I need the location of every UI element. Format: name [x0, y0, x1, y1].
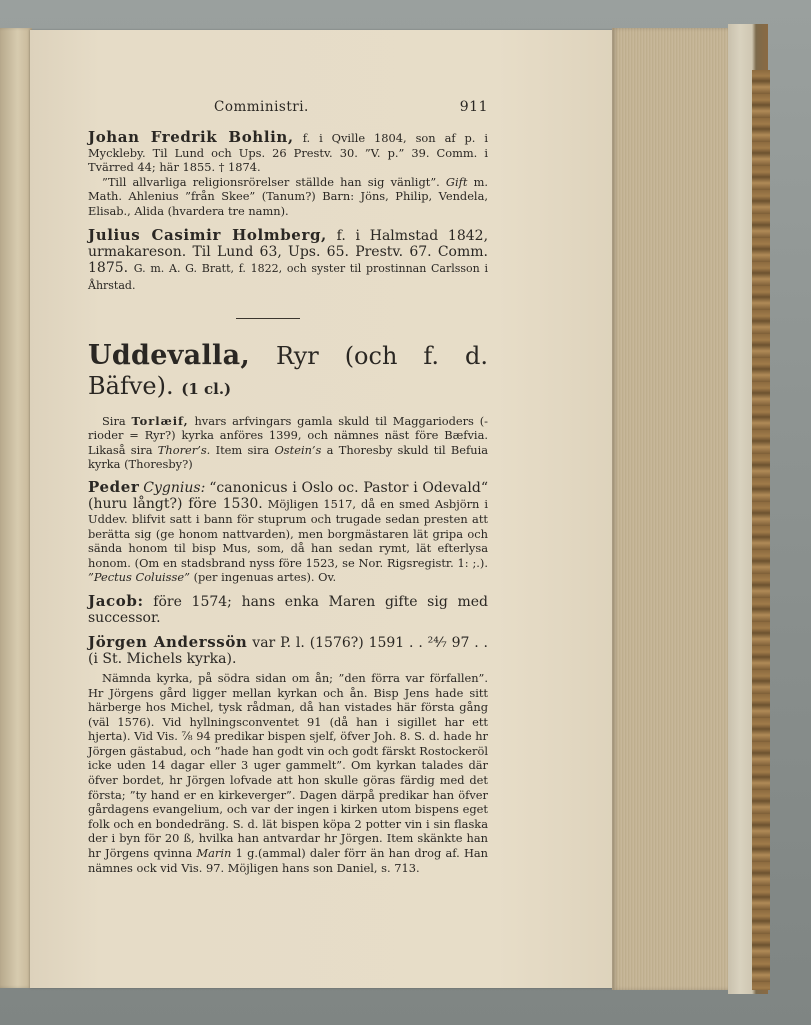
entry-jorgen-paragraph: [88, 671, 488, 875]
parish-rest: Ryr (och f. d. Bäfve).: [88, 341, 488, 400]
entry-text: var P. l. (1576?) 1591 . . ²⁴⁄₇ 97 . . (i St. Michels kyrka).: [88, 634, 489, 667]
entry-holmberg: [88, 227, 488, 294]
running-header: [88, 100, 488, 124]
entry-quote: ”Till allvarliga religionsrörelser ställde han sig vänligt”.: [102, 174, 440, 189]
entry-name: Jörgen Anderssön: [88, 632, 248, 651]
parish-class: (1 cl.): [181, 379, 232, 398]
entry-text: “canonicus i Oslo oc. Pastor i Odevald“ (huru långt?) före 1530.: [88, 479, 489, 512]
peder-pectus: ”Pectus Coluisse”: [88, 570, 190, 585]
intro-name2: Thorer’s.: [157, 442, 211, 457]
entry-name: Johan Fredrik Bohlin,: [88, 128, 294, 146]
entry-name: Jacob:: [88, 591, 144, 610]
section-divider: [236, 318, 300, 319]
peder-cygnius: Cygnius:: [143, 479, 206, 496]
intro-text3: a Thoresby skuld til Befuia kyrka (Thoresby?): [88, 442, 489, 472]
entry-name: Julius Casimir Holmberg,: [88, 225, 327, 244]
entry-text: före 1574; hans enka Maren gifte sig med successor.: [88, 593, 489, 626]
entry-family: G. m. A. G. Bratt, f. 1822, och syster til prostinnan Carlsson i Åhrstad.: [88, 261, 488, 292]
page-block-fore-edge: [612, 28, 730, 990]
entry-jacob: [88, 593, 488, 626]
intro-text2: Item sira: [215, 442, 270, 457]
intro-text: hvars arfvingars gamla skuld til Maggarioders (-rioder = Ryr?) kyrka anföres 1399, och nämnes näst före Bæfvia. Likaså sira: [88, 413, 488, 457]
entry-text: f. i Qville 1804, son af p. i Myckleby. Til Lund och Ups. 26 Prestv. 30. ”V. p.” 39. Comm. i Tvärred 44; här 1855. † 1874.: [88, 131, 489, 175]
parish-name: Uddevalla,: [88, 339, 251, 371]
intro-name: Torlæif,: [131, 413, 189, 428]
entry-family: m. Math. Ahlenius ”från Skee” (Tanum?) Barn: Jöns, Philip, Vendela, Elisab., Alida (hvardera tre namn).: [88, 174, 488, 218]
intro-prefix: Sira: [102, 413, 126, 428]
jorgen-paragraph-1: Nämnda kyrka, på södra sidan om ån; ”den förra var förfallen”. Hr Jörgens gård ligger mellan kyrkan och ån. Bisp Jens hade sitt härberge hos Michel, tysk rådman, då han vistades här första gång (väl 1576). Vid hyllningsconventet 91 (då han i sigillet har ett hjerta). Vid Vis. ⅞ 94 predikar bispen sjelf, öfver Joh. 8. S. d. hade hr Jörgen gästabud, och ”hade han godt vin och godt färskt Rostockeröl icke uden 14 dagar eller 3 uger gammelt”. Om kyrkan talades där öfver bordet, hr Jörgen lofvade att hon skulle göras färdig med det första; ”ty hand er en kirkeverger”. Dagen därpå predikar han öfver gårdagens evangelium, och var der ingen i kirken utom bispens eget folk och en bondedräng. S. d. lät bispen köpa 2 potter vin i sin flaska der i byn för 20 ß, hvilka han antvardar hr Jörgen. Item skänkte han hr Jörgens qvinna: [88, 670, 488, 861]
left-page-edge: [0, 28, 32, 988]
marbled-edge: [752, 70, 770, 990]
jorgen-paragraph-2: 1 g.(ammal) daler förr än han drog af. Han nämnes ock vid Vis. 97. Möjligen hans son Daniel, s. 713.: [88, 846, 488, 875]
gift-label: Gift: [445, 174, 468, 189]
entry-text: f. i Halmstad 1842, urmakareson. Til Lund 63, Ups. 65. Prestv. 67. Comm. 1875.: [88, 227, 489, 276]
parish-heading: [88, 341, 488, 404]
jorgen-marin: Marin: [196, 846, 232, 861]
header-title: Comministri.: [214, 99, 309, 115]
intro-name3: Ostein’s: [274, 442, 322, 457]
page-number: 911: [459, 99, 488, 115]
parish-intro: [88, 414, 488, 472]
entry-bohlin-note: [88, 175, 488, 219]
entry-name: Peder: [88, 477, 140, 496]
entry-peder: [88, 477, 489, 585]
entry-bohlin: [88, 130, 488, 175]
entry-note: Möjligen 1517, då en smed Asbjörn i Uddev. blifvit satt i bann för stuprum och trugade sedan presten att berätta sig (ge honom nattvarden), men borgmästaren lät gripa och sända honom til bisp Mus, som, då han sedan rymt, lät efterlysa honom. (Om en stadsbrand nyss före 1523, se Nor. Rigsregistr. 1: ;.).: [88, 496, 489, 570]
entry-jorgen: [88, 634, 488, 667]
page-text: [88, 100, 488, 875]
entry-tail: (per ingenuas artes). Ov.: [193, 570, 337, 585]
